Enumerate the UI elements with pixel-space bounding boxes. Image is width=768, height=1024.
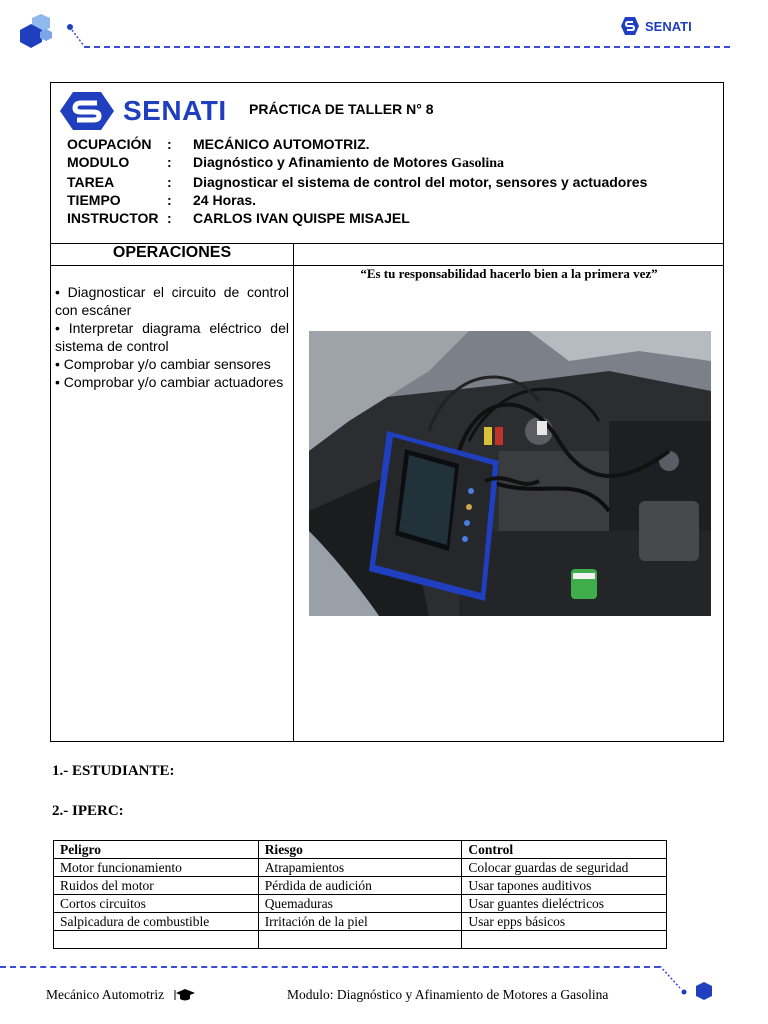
- operation-item: • Diagnosticar el circuito de control con escáner: [55, 284, 289, 318]
- info-row-ocupacion: [67, 135, 647, 153]
- iperc-cell: Colocar guardas de seguridad: [462, 859, 667, 877]
- practice-title: PRÁCTICA DE TALLER N° 8: [249, 101, 434, 117]
- info-value: 24 Horas.: [193, 192, 257, 208]
- operation-item: • Comprobar y/o cambiar actuadores: [55, 374, 284, 390]
- info-row-tiempo: [67, 191, 647, 209]
- iperc-cell: [54, 931, 259, 949]
- info-separator: :: [167, 210, 172, 226]
- section-iperc-heading: 2.- IPERC:: [52, 803, 124, 819]
- info-value-group: [193, 153, 504, 173]
- iperc-cell: Cortos circuitos: [54, 895, 259, 913]
- iperc-table: [53, 840, 667, 949]
- column-divider: [293, 243, 294, 741]
- info-row-instructor: [67, 209, 647, 227]
- responsibility-quote: “Es tu responsabilidad hacerlo bien a la primera vez”: [360, 266, 658, 281]
- operation-item: • Comprobar y/o cambiar sensores: [55, 356, 271, 372]
- iperc-cell: Pérdida de audición: [258, 877, 462, 895]
- iperc-row: [54, 877, 667, 895]
- info-value: CARLOS IVAN QUISPE MISAJEL: [193, 210, 410, 226]
- info-label: TAREA: [67, 174, 115, 190]
- info-separator: :: [167, 192, 172, 208]
- footer-dashed-line: [0, 966, 660, 968]
- practice-info: [67, 135, 647, 227]
- iperc-cell: Usar tapones auditivos: [462, 877, 667, 895]
- card-logo: [59, 91, 227, 131]
- iperc-cell: Motor funcionamiento: [54, 859, 259, 877]
- iperc-header-cell: Control: [462, 841, 667, 859]
- info-value-tail: Gasolina: [447, 156, 505, 171]
- info-row-modulo: [67, 153, 647, 173]
- iperc-cell: Salpicadura de combustible: [54, 913, 259, 931]
- engine-scanner-photo: [309, 331, 711, 616]
- footer-hexagon-icon: [660, 966, 720, 1006]
- info-row-tarea: [67, 173, 647, 191]
- iperc-cell: Irritación de la piel: [258, 913, 462, 931]
- header-brand-text: SENATI: [645, 18, 692, 34]
- footer-left-text: Mecánico Automotriz: [46, 987, 165, 1002]
- info-value: MECÁNICO AUTOMOTRIZ.: [193, 136, 370, 152]
- iperc-row: [54, 913, 667, 931]
- info-separator: :: [167, 136, 172, 152]
- iperc-cell: Usar guantes dieléctricos: [462, 895, 667, 913]
- card-brand-text: SENATI: [123, 95, 227, 126]
- info-label: TIEMPO: [67, 192, 121, 208]
- practice-card: [50, 82, 724, 742]
- iperc-cell: Ruidos del motor: [54, 877, 259, 895]
- iperc-row: [54, 859, 667, 877]
- operations-list: [55, 283, 289, 391]
- info-label: OCUPACIÓN: [67, 136, 152, 152]
- iperc-row-empty: [54, 931, 667, 949]
- senati-logo-icon: [59, 91, 115, 131]
- info-label: MODULO: [67, 154, 130, 170]
- info-separator: :: [167, 154, 172, 170]
- senati-s-icon: [620, 16, 640, 36]
- iperc-header-row: [54, 841, 667, 859]
- info-separator: :: [167, 174, 172, 190]
- header-brand: [620, 16, 692, 36]
- iperc-cell: [462, 931, 667, 949]
- iperc-cell: Atrapamientos: [258, 859, 462, 877]
- info-value: Diagnóstico y Afinamiento de Motores: [193, 154, 448, 170]
- footer-left: [46, 987, 196, 1003]
- operation-item: • Interpretar diagrama eléctrico del sistema de control: [55, 320, 289, 354]
- footer-right: Modulo: Diagnóstico y Afinamiento de Motores a Gasolina: [287, 987, 609, 1002]
- info-label: INSTRUCTOR: [67, 210, 159, 226]
- iperc-header-cell: Peligro: [54, 841, 259, 859]
- graduation-cap-icon: [174, 988, 196, 1002]
- info-value: Diagnosticar el sistema de control del motor, sensores y actuadores: [193, 174, 648, 190]
- header-dashed-line: [84, 46, 730, 48]
- iperc-header-cell: Riesgo: [258, 841, 462, 859]
- header-hexagons-logo: [14, 12, 84, 52]
- iperc-cell: Usar epps básicos: [462, 913, 667, 931]
- iperc-cell: Quemaduras: [258, 895, 462, 913]
- iperc-cell: [258, 931, 462, 949]
- section-student-heading: 1.- ESTUDIANTE:: [52, 763, 175, 779]
- operations-heading: OPERACIONES: [112, 244, 232, 261]
- iperc-row: [54, 895, 667, 913]
